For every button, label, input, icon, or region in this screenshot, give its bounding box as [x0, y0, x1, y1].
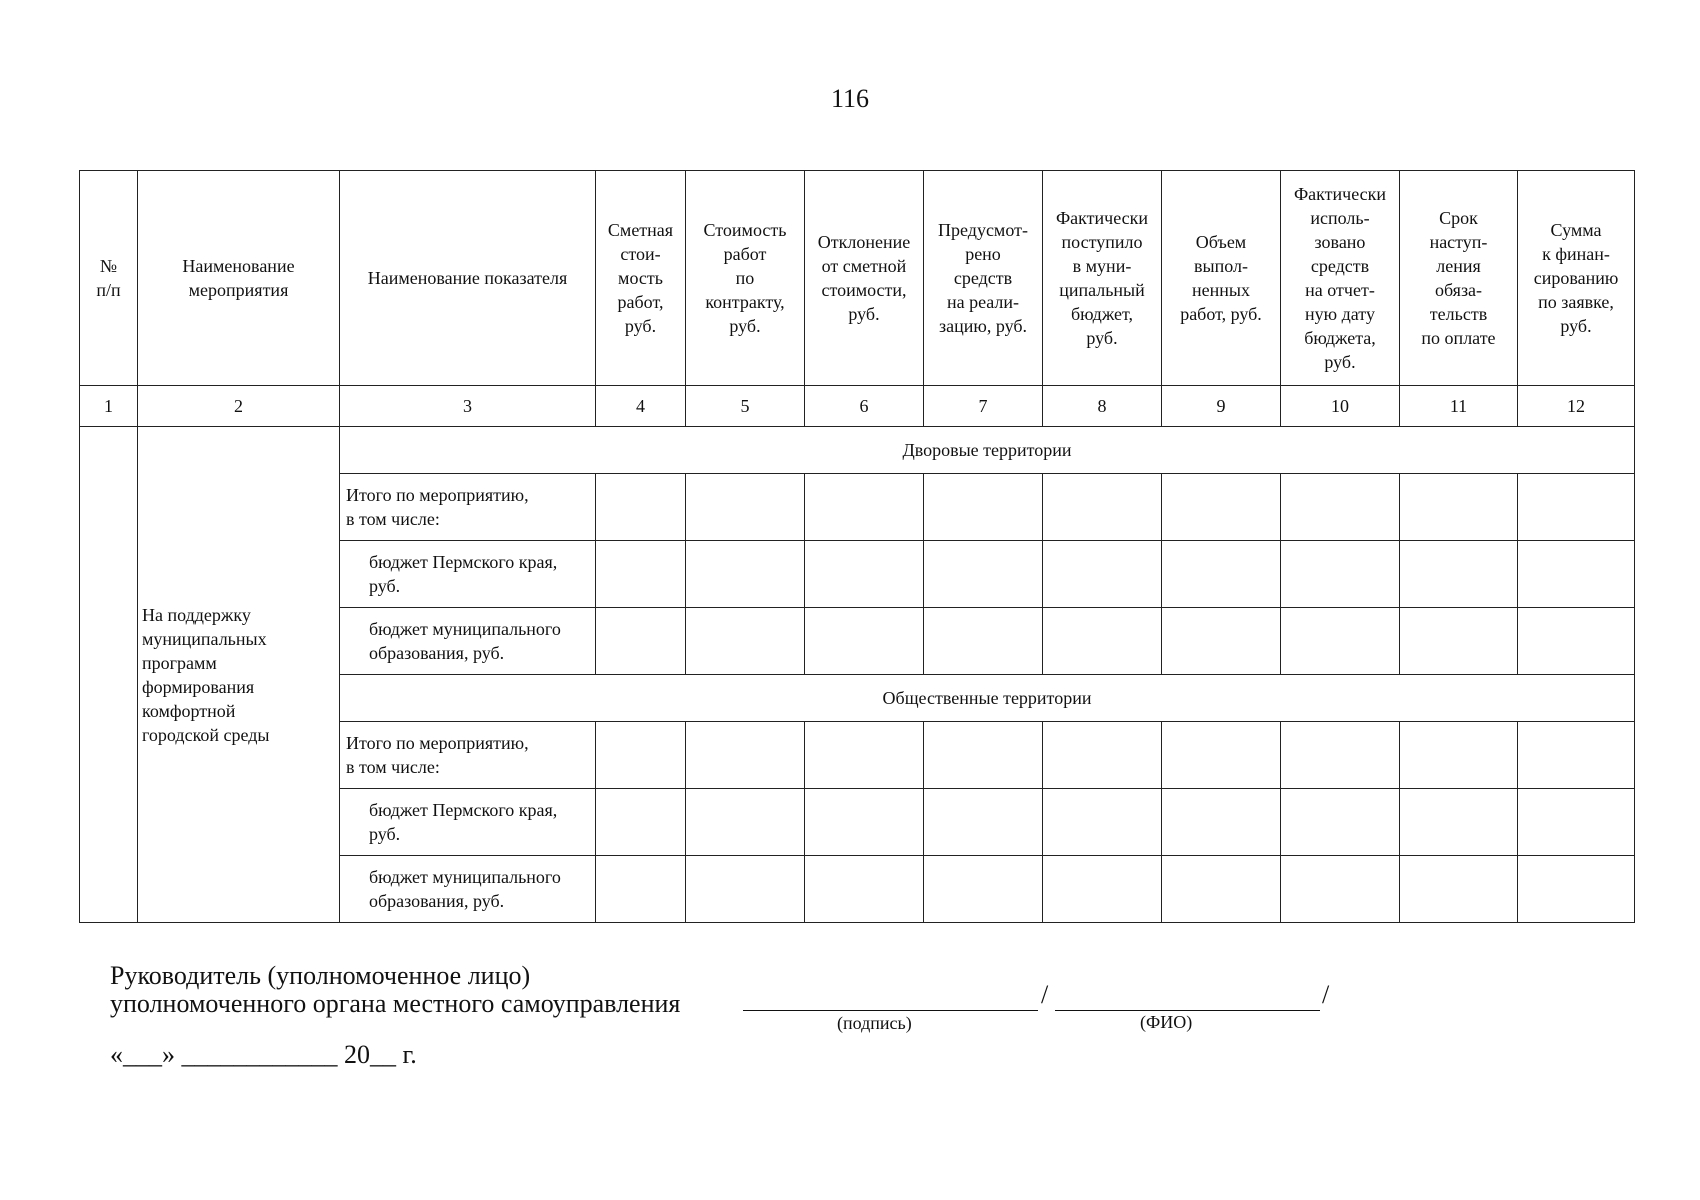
- header-cell: Предусмот- рено средств на реали- зацию, руб.: [924, 171, 1043, 386]
- header-row: [80, 171, 1635, 386]
- value-cell: [924, 856, 1043, 923]
- header-cell: Наименование показателя: [340, 171, 596, 386]
- column-number: 9: [1162, 386, 1281, 427]
- signature-line-2-row: [110, 990, 680, 1018]
- value-cell: [1043, 789, 1162, 856]
- header-cell: Срок наступ- ления обяза- тельств по оплате: [1400, 171, 1518, 386]
- section-row: [80, 427, 1635, 474]
- value-cell: [1043, 474, 1162, 541]
- date-line: «___» ____________ 20__ г.: [110, 1040, 417, 1069]
- signature-caption: (подпись): [837, 1013, 912, 1033]
- value-cell: [1518, 856, 1635, 923]
- header-cell: Объем выпол- ненных работ, руб.: [1162, 171, 1281, 386]
- value-cell: [1162, 541, 1281, 608]
- value-cell: [1281, 608, 1400, 675]
- value-cell: [924, 474, 1043, 541]
- column-number: 1: [80, 386, 138, 427]
- value-cell: [686, 608, 805, 675]
- value-cell: [686, 722, 805, 789]
- value-cell: [805, 608, 924, 675]
- value-cell: [596, 789, 686, 856]
- value-cell: [805, 541, 924, 608]
- signature-block: [110, 962, 680, 1018]
- value-cell: [805, 789, 924, 856]
- signature-line-1: Руководитель (уполномоченное лицо): [110, 961, 531, 990]
- page-number: 116: [830, 84, 870, 113]
- value-cell: [1162, 608, 1281, 675]
- value-cell: [1162, 474, 1281, 541]
- column-number: 8: [1043, 386, 1162, 427]
- value-cell: [1400, 608, 1518, 675]
- indicator-name: бюджет Пермского края, руб.: [340, 541, 596, 608]
- slash-separator: /: [1041, 980, 1049, 1009]
- value-cell: [1518, 789, 1635, 856]
- value-cell: [596, 856, 686, 923]
- value-cell: [1162, 722, 1281, 789]
- signature-underline: [743, 1010, 1038, 1011]
- value-cell: [924, 789, 1043, 856]
- row-number-cell: [80, 427, 138, 923]
- name-underline: [1055, 1010, 1320, 1011]
- value-cell: [805, 722, 924, 789]
- value-cell: [1400, 474, 1518, 541]
- signature-line-2: уполномоченного органа местного самоуправления: [110, 989, 681, 1018]
- header-cell: Фактически исполь- зовано средств на отчет- ную дату бюджета, руб.: [1281, 171, 1400, 386]
- value-cell: [1281, 474, 1400, 541]
- value-cell: [1400, 789, 1518, 856]
- column-number: 2: [138, 386, 340, 427]
- header-cell: Сумма к финан- сированию по заявке, руб.: [1518, 171, 1635, 386]
- value-cell: [805, 474, 924, 541]
- report-table: [79, 170, 1635, 923]
- header-cell: Наименование мероприятия: [138, 171, 340, 386]
- value-cell: [596, 474, 686, 541]
- value-cell: [1518, 541, 1635, 608]
- header-cell: Стоимость работ по контракту, руб.: [686, 171, 805, 386]
- indicator-name: бюджет муниципального образования, руб.: [340, 608, 596, 675]
- column-number: 5: [686, 386, 805, 427]
- column-number: 11: [1400, 386, 1518, 427]
- value-cell: [1518, 474, 1635, 541]
- header-cell: Фактически поступило в муни- ципальный бюджет, руб.: [1043, 171, 1162, 386]
- column-number: 12: [1518, 386, 1635, 427]
- value-cell: [924, 541, 1043, 608]
- value-cell: [1281, 722, 1400, 789]
- name-caption: (ФИО): [1140, 1012, 1193, 1032]
- value-cell: [1281, 541, 1400, 608]
- value-cell: [1043, 856, 1162, 923]
- slash-separator: /: [1322, 980, 1330, 1009]
- section-title: Дворовые территории: [340, 427, 1635, 474]
- header-cell: № п/п: [80, 171, 138, 386]
- column-number-row: [80, 386, 1635, 427]
- value-cell: [686, 789, 805, 856]
- value-cell: [1518, 722, 1635, 789]
- value-cell: [1162, 856, 1281, 923]
- value-cell: [686, 474, 805, 541]
- value-cell: [805, 856, 924, 923]
- value-cell: [1043, 541, 1162, 608]
- value-cell: [1281, 789, 1400, 856]
- column-number: 6: [805, 386, 924, 427]
- value-cell: [686, 541, 805, 608]
- column-number: 7: [924, 386, 1043, 427]
- value-cell: [1281, 856, 1400, 923]
- header-cell: Отклонение от сметной стоимости, руб.: [805, 171, 924, 386]
- value-cell: [1400, 541, 1518, 608]
- value-cell: [1400, 856, 1518, 923]
- indicator-name: бюджет муниципального образования, руб.: [340, 856, 596, 923]
- value-cell: [596, 608, 686, 675]
- value-cell: [924, 608, 1043, 675]
- column-number: 3: [340, 386, 596, 427]
- event-name: На поддержку муниципальных программ формирования комфортной городской среды: [138, 427, 340, 923]
- value-cell: [596, 541, 686, 608]
- indicator-name: Итого по мероприятию, в том числе:: [340, 722, 596, 789]
- indicator-name: Итого по мероприятию, в том числе:: [340, 474, 596, 541]
- value-cell: [924, 722, 1043, 789]
- value-cell: [596, 722, 686, 789]
- value-cell: [1400, 722, 1518, 789]
- section-title: Общественные территории: [340, 675, 1635, 722]
- value-cell: [1043, 608, 1162, 675]
- value-cell: [1043, 722, 1162, 789]
- value-cell: [1162, 789, 1281, 856]
- indicator-name: бюджет Пермского края, руб.: [340, 789, 596, 856]
- value-cell: [686, 856, 805, 923]
- column-number: 4: [596, 386, 686, 427]
- column-number: 10: [1281, 386, 1400, 427]
- value-cell: [1518, 608, 1635, 675]
- header-cell: Сметная стои- мость работ, руб.: [596, 171, 686, 386]
